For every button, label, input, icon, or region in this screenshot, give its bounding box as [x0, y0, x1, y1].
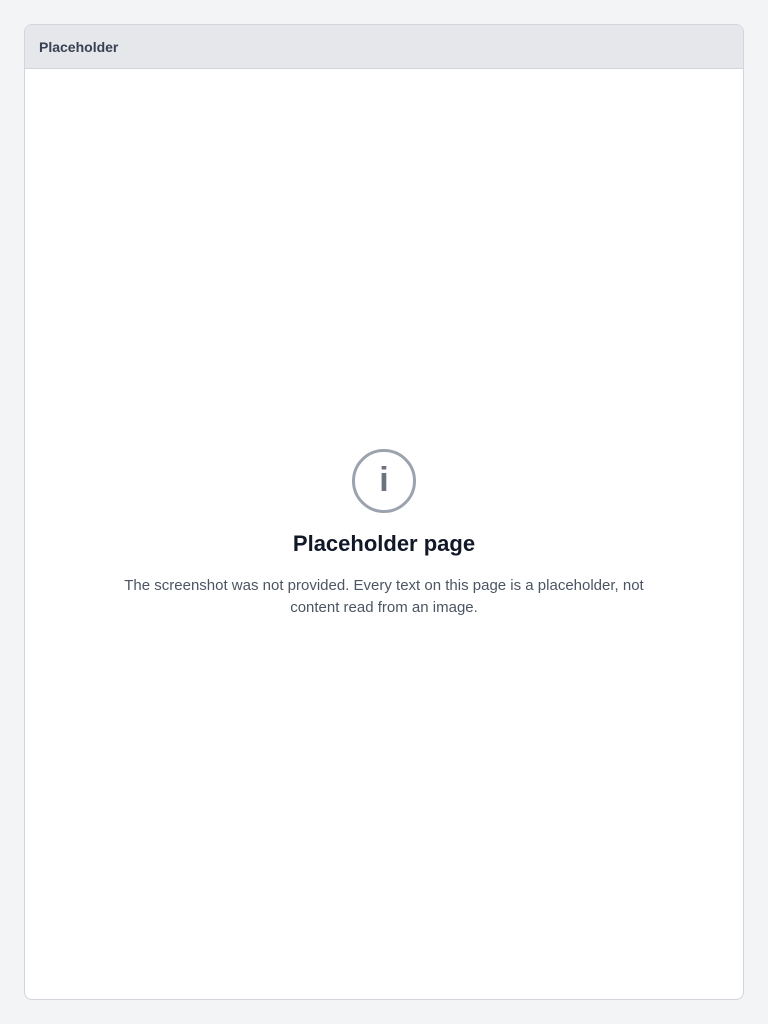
app-window: [24, 24, 744, 1000]
main-content: [25, 69, 743, 999]
notice-heading: Placeholder page: [292, 530, 476, 556]
title-bar: [25, 25, 743, 69]
window-title: Placeholder: [39, 38, 119, 55]
notice-message: The screenshot was not provided. Every text on this page is a placeholder, not content read from an image.: [124, 576, 644, 616]
info-icon: i: [352, 449, 416, 513]
